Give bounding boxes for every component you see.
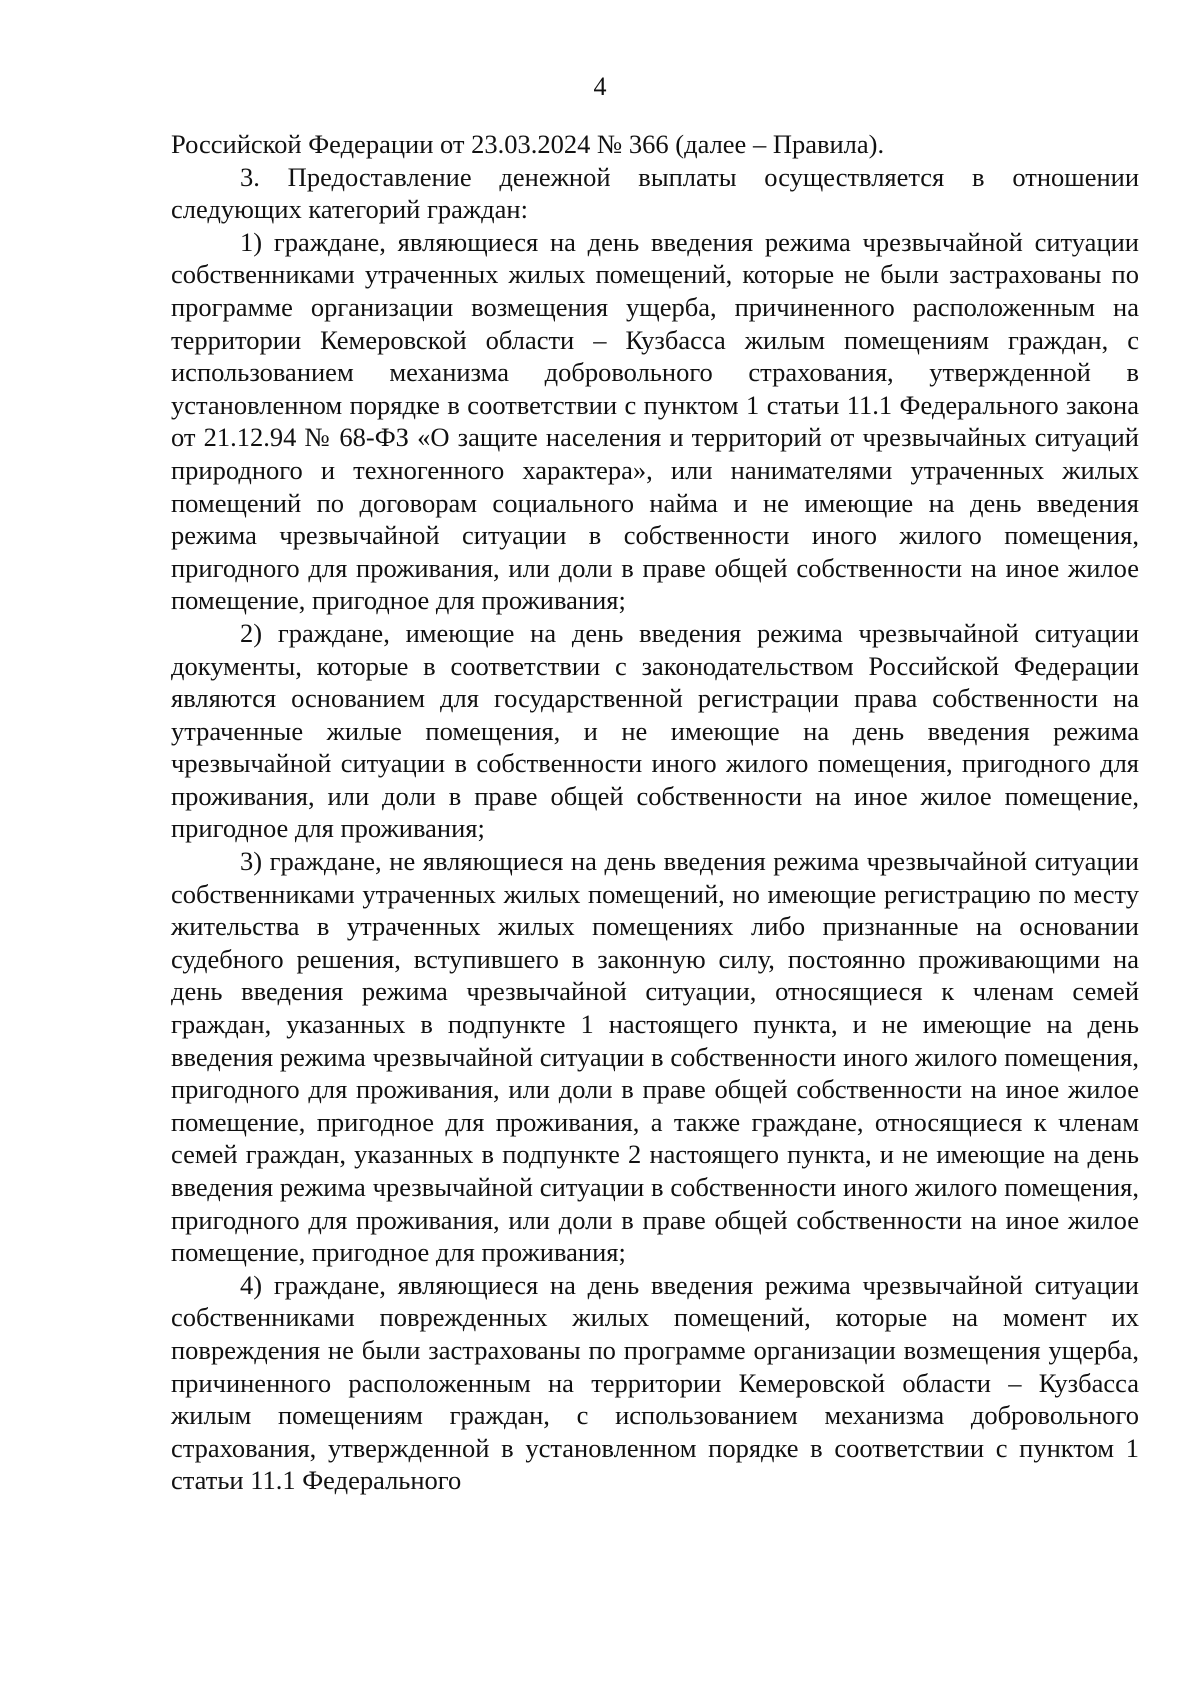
paragraph-subitem-2: 2) граждане, имеющие на день введения режима чрезвычайной ситуации документы, которые в соответствии с законодательством Российской Федерации являются основанием для государственной регистрации права собственности на утраченные жилые помещения, и не имеющие на день введения режима чрезвычайной ситуации в собственности иного жилого помещения, пригодного для проживания, или доли в праве общей собственности на иное жилое помещение, пригодное для проживания; — [171, 617, 1139, 844]
page-number: 4 — [593, 72, 607, 101]
paragraph-continuation: Российской Федерации от 23.03.2024 № 366 (далее – Правила). — [171, 129, 885, 159]
document-body — [171, 128, 1139, 1497]
paragraph-subitem-1: 1) граждане, являющиеся на день введения режима чрезвычайной ситуации собственниками утраченных жилых помещений, которые не были застрахованы по программе организации возмещения ущерба, причиненного расположенным на территории Кемеровской области – Кузбасса жилым помещениям граждан, с использованием механизма добровольного страхования, утвержденной в установленном порядке в соответствии с пунктом 1 статьи 11.1 Федерального закона от 21.12.94 № 68-ФЗ «О защите населения и территорий от чрезвычайных ситуаций природного и техногенного характера», или нанимателями утраченных жилых помещений по договорам социального найма и не имеющие на день введения режима чрезвычайной ситуации в собственности иного жилого помещения, пригодного для проживания, или доли в праве общей собственности на иное жилое помещение, пригодное для проживания; — [171, 226, 1139, 616]
paragraph-subitem-3: 3) граждане, не являющиеся на день введения режима чрезвычайной ситуации собственниками утраченных жилых помещений, но имеющие регистрацию по месту жительства в утраченных жилых помещениях либо признанные на основании судебного решения, вступившего в законную силу, постоянно проживающими на день введения режима чрезвычайной ситуации, относящиеся к членам семей граждан, указанных в подпункте 1 настоящего пункта, и не имеющие на день введения режима чрезвычайной ситуации в собственности иного жилого помещения, пригодного для проживания, или доли в праве общей собственности на иное жилое помещение, пригодное для проживания, а также граждане, относящиеся к членам семей граждан, указанных в подпункте 2 настоящего пункта, и не имеющие на день введения режима чрезвычайной ситуации в собственности иного жилого помещения, пригодного для проживания, или доли в праве общей собственности на иное жилое помещение, пригодное для проживания; — [171, 846, 1139, 1268]
paragraph-subitem-4: 4) граждане, являющиеся на день введения режима чрезвычайной ситуации собственниками поврежденных жилых помещений, которые на момент их повреждения не были застрахованы по программе организации возмещения ущерба, причиненного расположенным на территории Кемеровской области – Кузбасса жилым помещениям граждан, с использованием механизма добровольного страхования, утвержденной в установленном порядке в соответствии с пунктом 1 статьи 11.1 Федерального — [171, 1269, 1139, 1496]
paragraph-item-3: 3. Предоставление денежной выплаты осуществляется в отношении следующих категорий граждан: — [171, 161, 1139, 225]
